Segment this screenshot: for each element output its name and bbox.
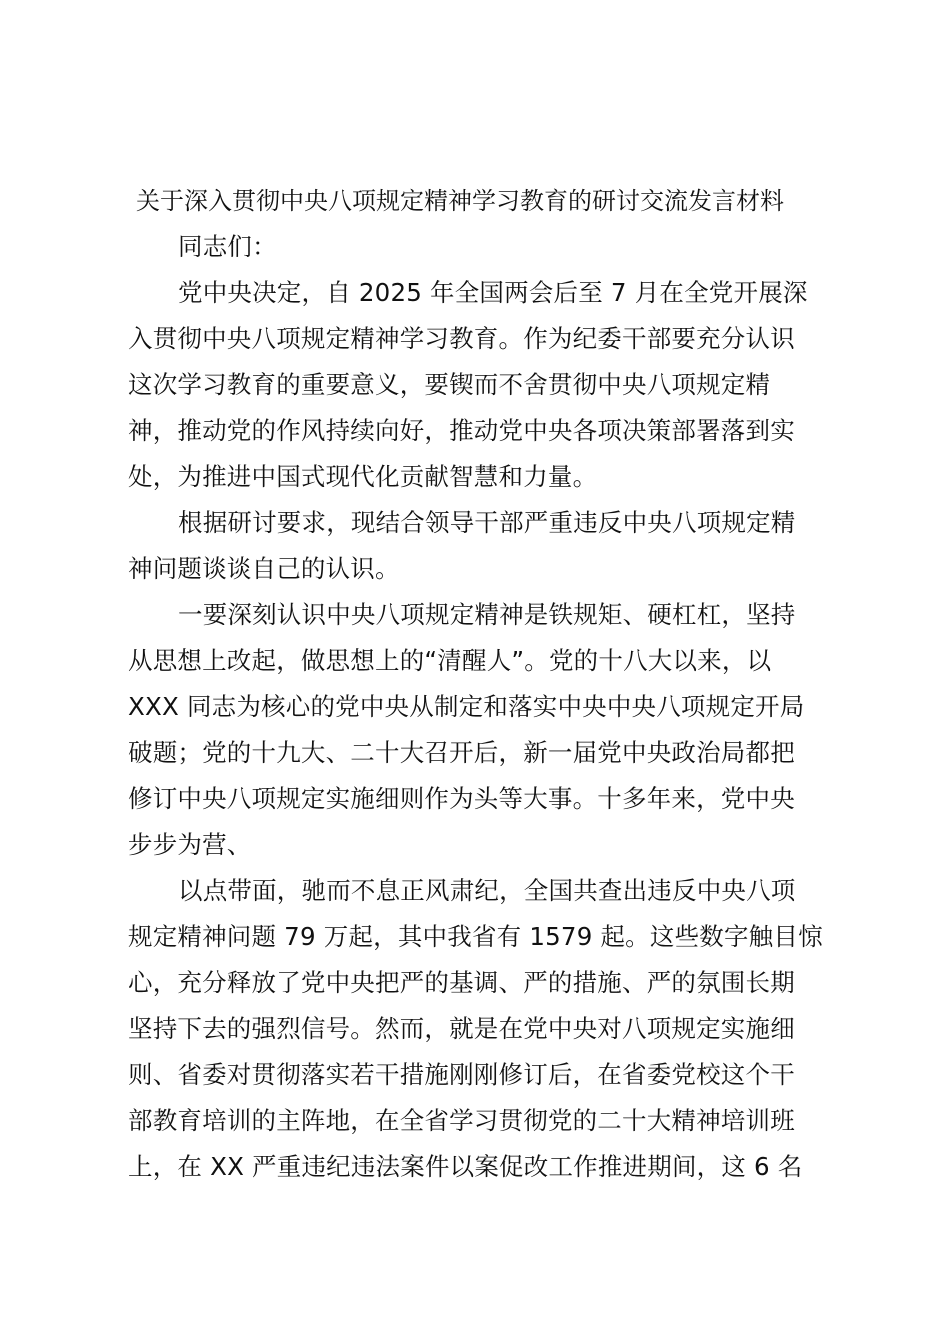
paragraph-line: 则、省委对贯彻落实若干措施刚刚修订后，在省委党校这个干: [128, 1060, 795, 1089]
paragraph-line: 神，推动党的作风持续向好，推动党中央各项决策部署落到实: [128, 416, 795, 445]
paragraph-line: 上，在 XX 严重违纪违法案件以案促改工作推进期间，这 6 名: [128, 1152, 803, 1181]
paragraph-line: 规定精神问题 79 万起，其中我省有 1579 起。这些数字触目惊: [128, 922, 823, 951]
paragraph-line: 从思想上改起，做思想上的“清醒人”。党的十八大以来，以: [128, 646, 772, 675]
paragraph-line: 坚持下去的强烈信号。然而，就是在党中央对八项规定实施细: [128, 1014, 795, 1043]
paragraph-line: 破题；党的十九大、二十大召开后，新一届党中央政治局都把: [128, 738, 795, 767]
paragraph-line: 修订中央八项规定实施细则作为头等大事。十多年来，党中央: [128, 784, 795, 813]
paragraph-line: 根据研讨要求，现结合领导干部严重违反中央八项规定精: [178, 508, 796, 537]
document-title: 关于深入贯彻中央八项规定精神学习教育的研讨交流发言材料: [136, 187, 784, 215]
paragraph-line: 一要深刻认识中央八项规定精神是铁规矩、硬杠杠，坚持: [178, 600, 796, 629]
salutation: 同志们：: [178, 232, 277, 261]
paragraph-line: 入贯彻中央八项规定精神学习教育。作为纪委干部要充分认识: [128, 324, 795, 353]
paragraph-line: 步步为营、: [128, 830, 252, 859]
paragraph-line: 这次学习教育的重要意义，要锲而不舍贯彻中央八项规定精: [128, 370, 771, 399]
paragraph-line: XXX 同志为核心的党中央从制定和落实中央中央八项规定开局: [128, 692, 805, 721]
paragraph-line: 处，为推进中国式现代化贡献智慧和力量。: [128, 462, 598, 491]
paragraph-line: 以点带面，驰而不息正风肃纪，全国共查出违反中央八项: [178, 876, 796, 905]
paragraph-line: 党中央决定，自 2025 年全国两会后至 7 月在全党开展深: [178, 278, 808, 307]
paragraph-line: 神问题谈谈自己的认识。: [128, 554, 400, 583]
paragraph-line: 心，充分释放了党中央把严的基调、严的措施、严的氛围长期: [128, 968, 795, 997]
paragraph-line: 部教育培训的主阵地，在全省学习贯彻党的二十大精神培训班: [128, 1106, 795, 1135]
